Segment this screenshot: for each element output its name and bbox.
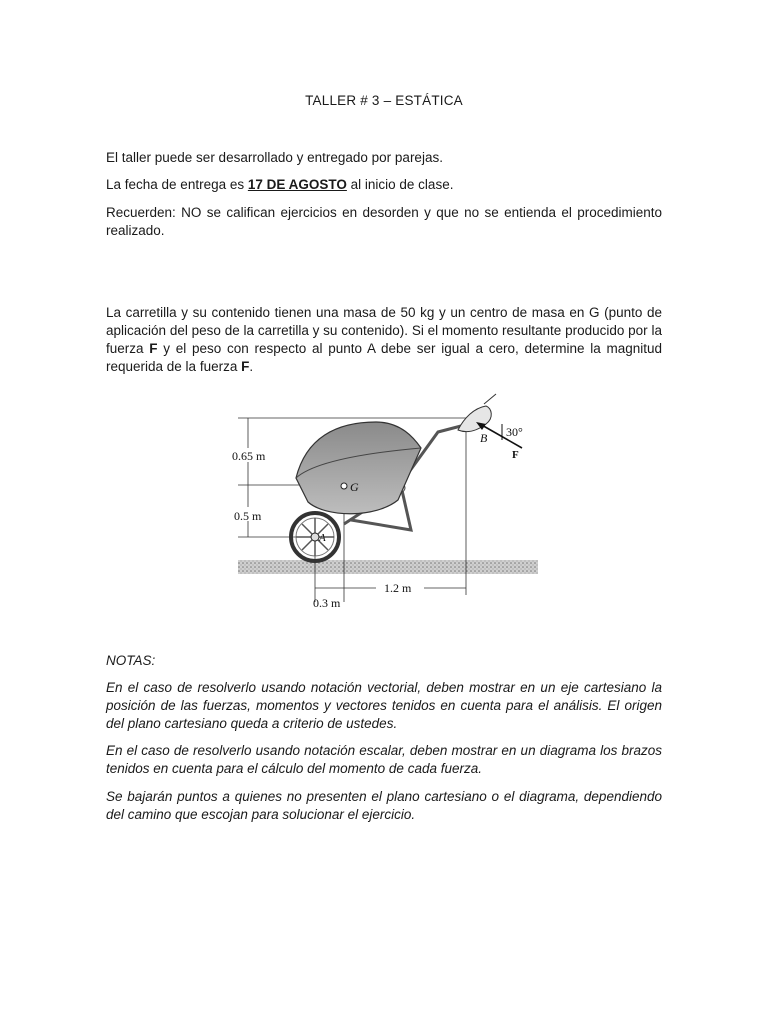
intro-line-1: El taller puede ser desarrollado y entregado por parejas. — [106, 150, 443, 165]
point-g — [341, 483, 347, 489]
problem-text-2: y el peso con respecto al punto A debe ser igual a cero, determine la magnitud requerida de la fuerza — [106, 341, 663, 374]
dim-065-label: 0.65 m — [232, 449, 266, 463]
notes-heading: NOTAS: — [106, 653, 156, 668]
dim-05-label: 0.5 m — [234, 509, 262, 523]
label-f: F — [512, 449, 519, 461]
note-penalty: Se bajarán puntos a quienes no presenten el plano cartesiano o el diagrama, dependiendo del camino que escojan para solucionar el ejercicio. — [106, 789, 662, 822]
page-title: TALLER # 3 – ESTÁTICA — [305, 93, 463, 108]
label-g: G — [350, 480, 359, 494]
dim-03-label: 0.3 m — [313, 596, 341, 610]
label-b: B — [480, 431, 488, 445]
due-date: 17 DE AGOSTO — [247, 177, 347, 192]
dim-12-label: 1.2 m — [384, 581, 412, 595]
arm — [484, 394, 496, 404]
due-date-prefix: La fecha de entrega es — [106, 177, 248, 192]
due-date-suffix: al inicio de clase. — [346, 177, 454, 192]
point-a — [311, 533, 319, 541]
force-symbol-2: F — [241, 359, 250, 374]
label-a: A — [319, 532, 326, 544]
note-escalar: En el caso de resolverlo usando notación escalar, deben mostrar en un diagrama los brazos tenidos en cuenta para el cálculo del momento de cada fuerza. — [106, 743, 662, 776]
intro-line-3: Recuerden: NO se califican ejercicios en desorden y que no se entienda el procedimiento realizado. — [106, 205, 662, 238]
ground — [238, 560, 538, 574]
problem-statement — [106, 304, 662, 376]
intro-line-2 — [106, 176, 662, 194]
wheelbarrow-figure — [226, 390, 546, 612]
problem-text-1: La carretilla y su contenido tienen una masa de 50 kg y un centro de masa en G (punto de aplicación del peso de la carretilla y su contenido). Si el momento resultante producido por la fuerza — [106, 305, 662, 356]
problem-text-3: . — [249, 359, 254, 374]
note-vectorial: En el caso de resolverlo usando notación vectorial, deben mostrar en un eje cartesiano la posición de las fuerzas, momentos y vectores tenidos en cuenta para el análisis. El origen del plano cartesiano queda a criterio de ustedes. — [106, 680, 662, 731]
angle-label: 30° — [506, 425, 523, 439]
force-symbol-1: F — [149, 341, 158, 356]
